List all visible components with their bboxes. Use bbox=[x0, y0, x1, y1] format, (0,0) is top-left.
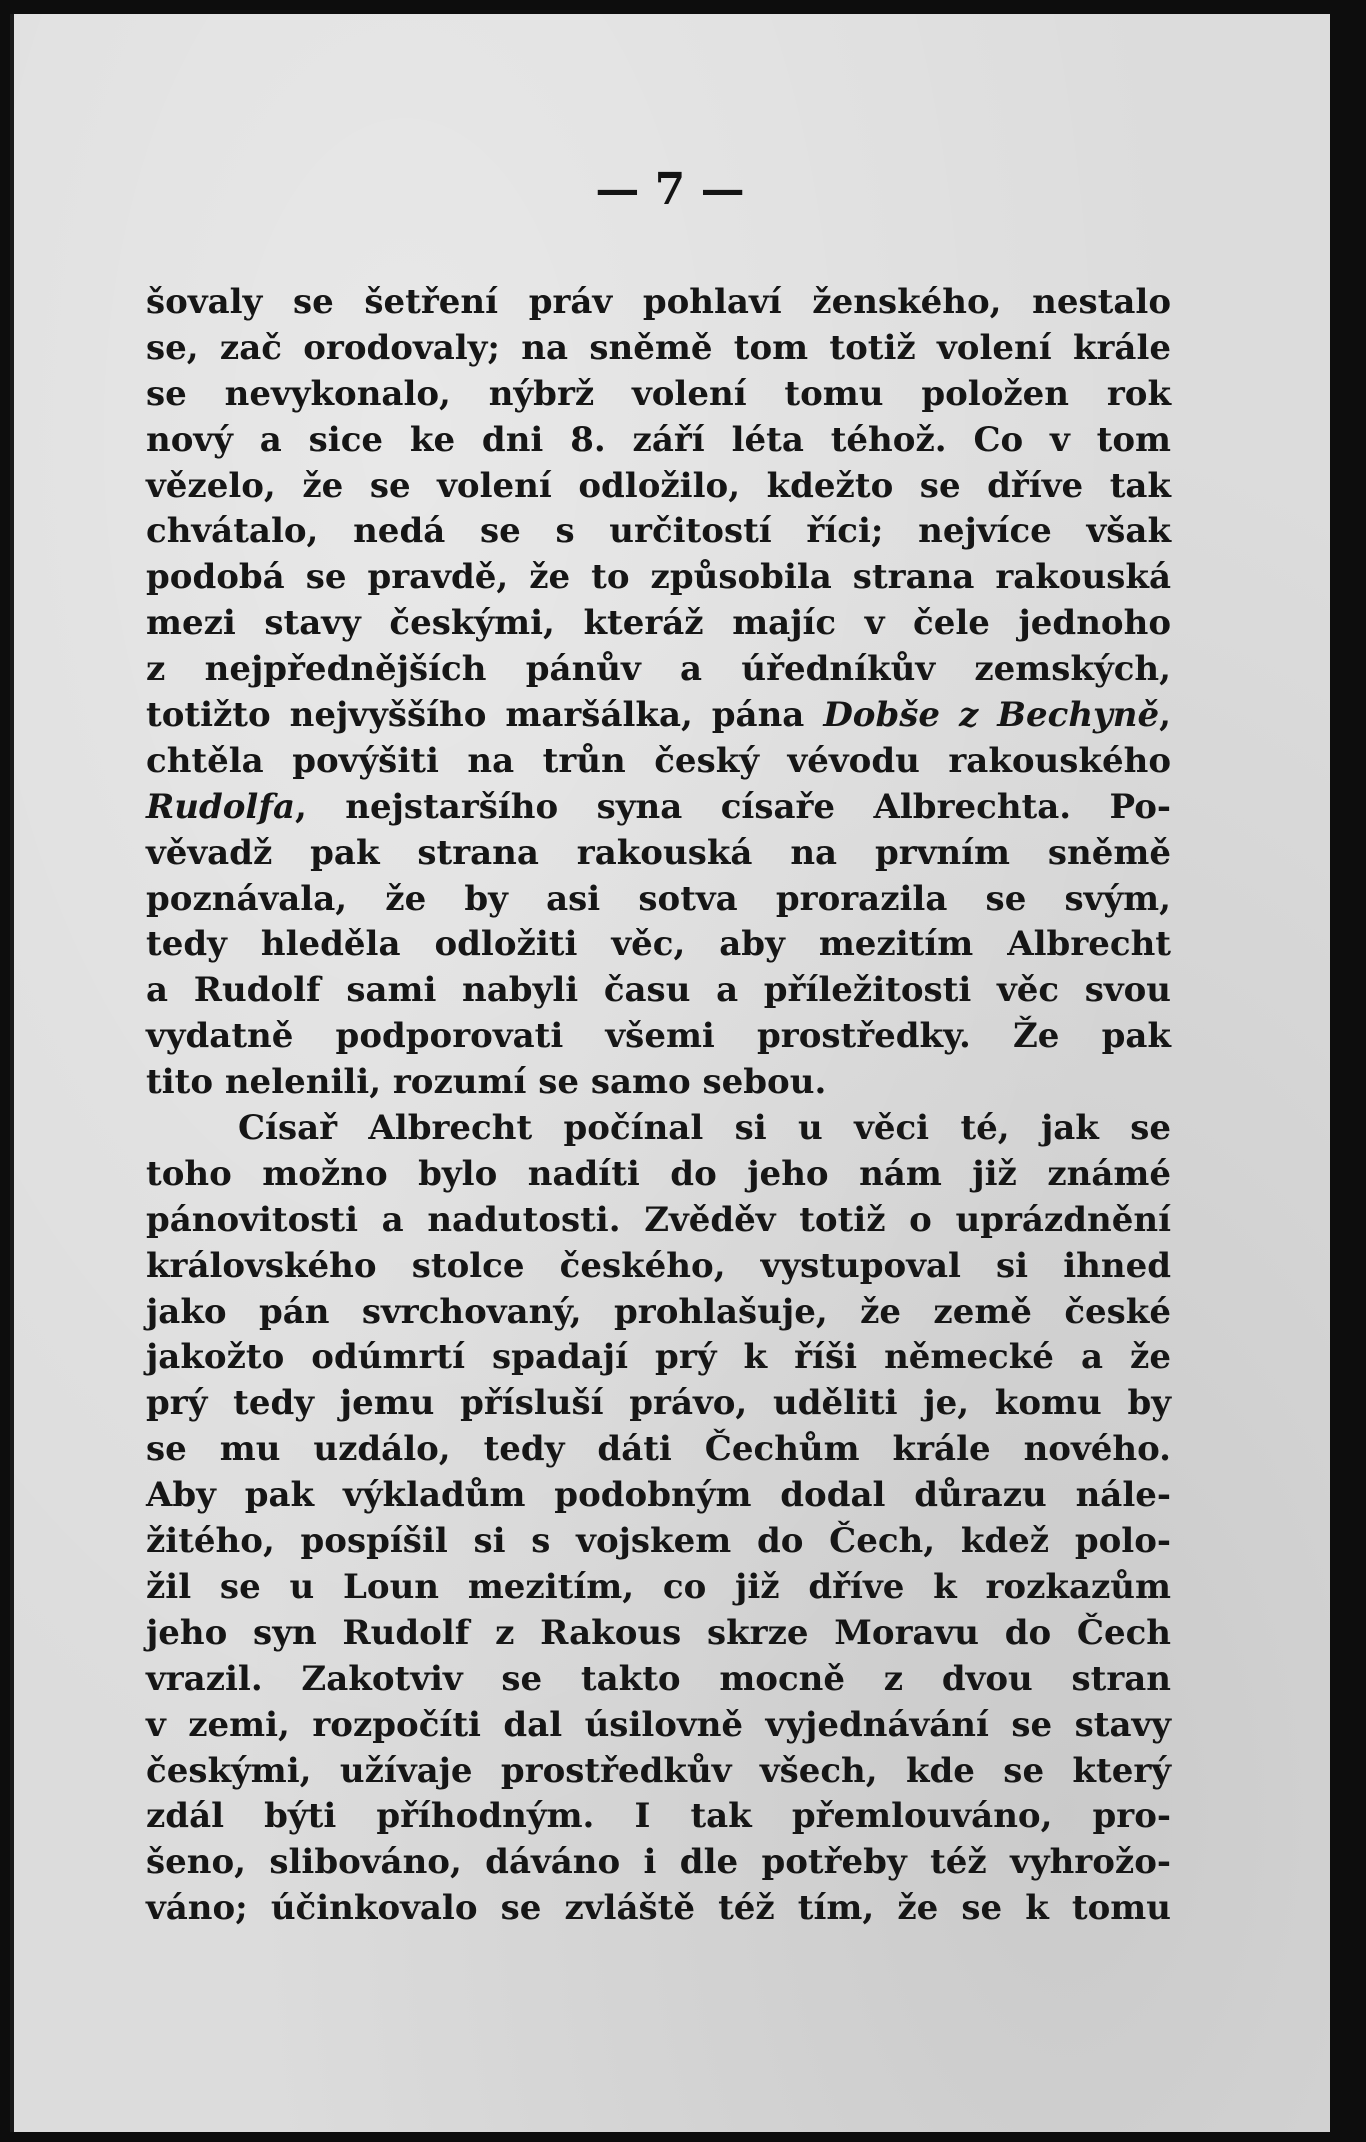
italic-name-rudolfa: Rudolfa bbox=[146, 786, 295, 827]
text-line-31: vrazil. Zakotviv se takto mocně z dvou stran bbox=[146, 1658, 1171, 1699]
italic-name-dobse: Dobše z Bechyně bbox=[823, 695, 1160, 736]
text-line-6: chvátalo, nedá se s určitostí říci; nejvíce však bbox=[146, 511, 1171, 552]
text-line-2: se, zač orodovaly; na sněmě tom totiž volení krále bbox=[146, 327, 1171, 368]
text-line-3: se nevykonalo, nýbrž volení tomu položen rok bbox=[146, 373, 1171, 414]
text-line-15: tedy hleděla odložiti věc, aby mezitím Albrecht bbox=[146, 924, 1171, 965]
text-line-25: prý tedy jemu přísluší právo, uděliti je, komu by bbox=[146, 1383, 1171, 1424]
text-line-4: nový a sice ke dni 8. září léta téhož. Co v tom bbox=[146, 419, 1171, 460]
text-line-11: chtěla povýšiti na trůn český vévodu rakouského bbox=[146, 740, 1171, 781]
text-line-19: Císař Albrecht počínal si u věci té, jak se bbox=[238, 1108, 1171, 1149]
text-line-30: jeho syn Rudolf z Rakous skrze Moravu do Čech bbox=[146, 1612, 1171, 1653]
text-line-12 bbox=[146, 785, 1171, 831]
text-line-23: jako pán svrchovaný, prohlašuje, že země české bbox=[146, 1291, 1171, 1332]
text-line-1: šovaly se šetření práv pohlaví ženského, nestalo bbox=[146, 282, 1171, 322]
text-line-26: se mu uzdálo, tedy dáti Čechům krále nového. bbox=[146, 1429, 1171, 1470]
text-line-13: věvadž pak strana rakouská na prvním sněmě bbox=[146, 832, 1171, 873]
text-line-5: vězelo, že se volení odložilo, kdežto se dříve tak bbox=[146, 465, 1171, 506]
text-line-22: královského stolce českého, vystupoval si ihned bbox=[146, 1245, 1171, 1286]
text-line-34: zdál býti příhodným. I tak přemlouváno, pro- bbox=[146, 1796, 1171, 1837]
text-line-20: toho možno bylo nadíti do jeho nám již známé bbox=[146, 1153, 1171, 1194]
text-line-7: podobá se pravdě, že to způsobila strana rakouská bbox=[146, 557, 1171, 598]
text-line-33: českými, užívaje prostředkův všech, kde se který bbox=[146, 1750, 1171, 1791]
text-line-10-tail: , bbox=[1159, 695, 1172, 736]
book-page bbox=[10, 14, 1330, 2132]
body-text bbox=[146, 280, 1171, 1932]
text-line-10-start: totižto nejvyššího maršálka, pána bbox=[146, 695, 824, 736]
text-line-28: žitého, pospíšil si s vojskem do Čech, kdež polo- bbox=[146, 1521, 1171, 1562]
text-line-12-tail: , nejstaršího syna císaře Albrechta. Po- bbox=[295, 786, 1171, 827]
page-number: — 7 — bbox=[595, 164, 745, 215]
text-line-17: vydatně podporovati všemi prostředky. Že pak bbox=[146, 1016, 1171, 1057]
text-line-9: z nejpřednějších pánův a úředníkův zemských, bbox=[146, 649, 1171, 690]
text-line-24: jakožto odúmrtí spadají prý k říši německé a že bbox=[146, 1337, 1171, 1378]
text-line-10 bbox=[146, 693, 1171, 739]
text-line-18: tito nelenili, rozumí se samo sebou. bbox=[146, 1062, 827, 1103]
text-line-14: poznávala, že by asi sotva prorazila se svým, bbox=[146, 878, 1171, 919]
text-line-21: pánovitosti a nadutosti. Zvěděv totiž o uprázdnění bbox=[146, 1199, 1171, 1240]
text-line-36: váno; účinkovalo se zvláště též tím, že se k tomu bbox=[146, 1888, 1171, 1929]
text-line-8: mezi stavy českými, kteráž majíc v čele jednoho bbox=[146, 603, 1171, 644]
text-line-16: a Rudolf sami nabyli času a příležitosti věc svou bbox=[146, 970, 1171, 1011]
text-line-32: v zemi, rozpočíti dal úsilovně vyjednávání se stavy bbox=[146, 1704, 1171, 1745]
text-line-35: šeno, slibováno, dáváno i dle potřeby též vyhrožo- bbox=[146, 1842, 1171, 1883]
text-line-29: žil se u Loun mezitím, co již dříve k rozkazům bbox=[146, 1566, 1171, 1607]
page-edge-shadow bbox=[10, 14, 14, 2132]
text-line-27: Aby pak výkladům podobným dodal důrazu nále- bbox=[146, 1475, 1171, 1516]
